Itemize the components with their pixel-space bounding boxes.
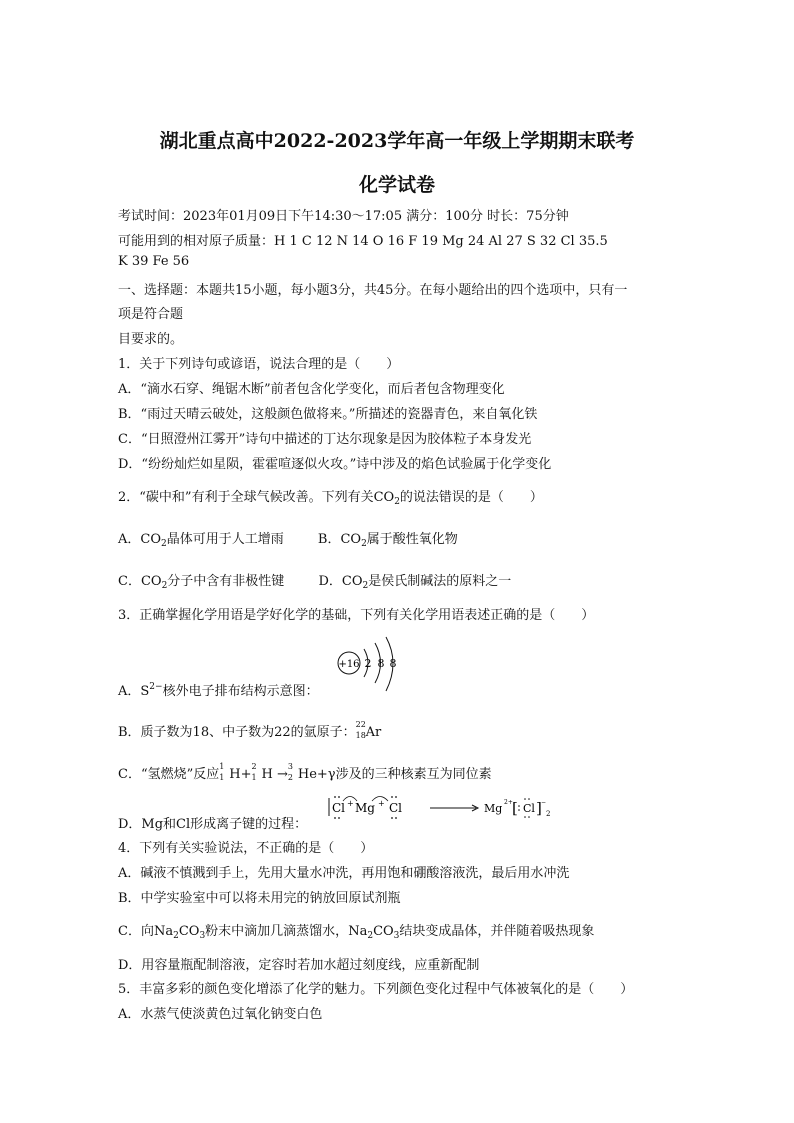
exam-info-atomic-mass-cont: K 39 Fe 56 xyxy=(118,254,190,269)
q3-option-d: D．Mg和Cl形成离子键的过程： xyxy=(118,817,308,832)
section-heading-cont2: 目要求的。 xyxy=(118,332,184,347)
exam-info-atomic-mass: 可能用到的相对原子质量：H 1 C 12 N 14 O 16 F 19 Mg 24 Al 27 S 32 Cl 35.5 xyxy=(118,234,608,249)
plus-sign-2: + xyxy=(378,799,385,808)
nucleus-charge: +16 xyxy=(338,659,360,670)
exam-title: 湖北重点高中2022-2023学年高一年级上学期期末联考 xyxy=(159,130,635,152)
q3-option-a: A．$S^{2-}$核外电子排布结构示意图： xyxy=(118,682,319,699)
plus-sign-1: + xyxy=(347,799,354,808)
argon-nuclide: 22 18 xyxy=(355,720,366,740)
reaction-arrow: → xyxy=(272,767,288,782)
chloride-ion-count: 2 xyxy=(546,810,551,818)
q2-stem: 2．“碳中和”有利于全球气候改善。下列有关$CO_2$的说法错误的是（ ） xyxy=(118,490,543,507)
q5-stem: 5．丰富多彩的颜色变化增添了化学的魅力。下列颜色变化过程中气体被氧化的是（ ） xyxy=(118,982,634,997)
q3-option-c: C．“氢燃烧”反应 1 1 H+ 2 1 H → 3 2 He+γ涉及的三种核素互为同位素 xyxy=(118,762,492,782)
q2-option-a: A．$CO_2$晶体可用于人工增雨 xyxy=(118,532,284,549)
chloride-ion-charge: − xyxy=(541,799,547,806)
q4-option-b: B．中学实验室中可以将未用完的钠放回原试剂瓶 xyxy=(118,891,401,906)
q2-option-c: C．$CO_2$分子中含有非极性键 xyxy=(118,574,285,591)
chlorine-left: Cl xyxy=(332,801,346,815)
q2-option-d: D．$CO_2$是侯氏制碱法的原料之一 xyxy=(318,574,512,591)
q4-option-d: D．用容量瓶配制溶液，定容时若加水超过刻度线，应重新配制 xyxy=(118,958,480,973)
q2-options-ab xyxy=(118,528,458,549)
exam-info-time: 考试时间：2023年01月09日下午14:30～17:05 满分：100分 时长：75分钟 xyxy=(118,209,569,224)
q1-option-c: C．“日照澄州江雾开”诗句中描述的丁达尔现象是因为胶体粒子本身发光 xyxy=(118,432,532,447)
shell-electrons-1: 2 xyxy=(364,657,372,670)
section-heading: 一、选择题：本题共15小题，每小题3分，共45分。在每小题给出的四个选项中，只有一 xyxy=(118,283,628,298)
exam-subtitle: 化学试卷 xyxy=(358,174,435,196)
q2-options-cd xyxy=(118,570,511,591)
magnesium: Mg xyxy=(355,801,375,815)
chlorine-right: Cl xyxy=(389,801,403,815)
q5-option-a: A．水蒸气使淡黄色过氧化钠变白色 xyxy=(118,1007,323,1022)
section-heading-cont: 项是符合题 xyxy=(118,307,184,322)
svg-text:[: [ xyxy=(512,799,518,817)
mgcl2-ionic-bond-diagram xyxy=(326,792,558,822)
q3-option-b: B．质子数为18、中子数为22的氩原子： 22 18 Ar xyxy=(118,720,382,740)
q1-option-a: A．“滴水石穿、绳锯木断”前者包含化学变化，而后者包含物理变化 xyxy=(118,382,505,397)
q1-option-d: D．“纷纷灿烂如星陨，霍霍喧逐似火攻。”诗中涉及的焰色试验属于化学变化 xyxy=(118,457,552,472)
q1-stem: 1．关于下列诗句或谚语，说法合理的是（ ） xyxy=(118,357,400,372)
q4-option-a: A．碱液不慎溅到手上，先用大量水冲洗，再用饱和硼酸溶液洗，最后用水冲洗 xyxy=(118,866,570,881)
q2-option-b: B．$CO_2$属于酸性氧化物 xyxy=(317,532,458,549)
q4-stem: 4．下列有关实验说法，不正确的是（ ） xyxy=(118,841,374,856)
s2-electron-shell-diagram xyxy=(336,636,406,694)
chloride-ion: Cl xyxy=(523,802,535,815)
magnesium-ion: Mg xyxy=(484,802,503,815)
shell-electrons-2: 8 xyxy=(377,657,385,670)
shell-electrons-3: 8 xyxy=(389,657,397,670)
svg-text:]: ] xyxy=(536,799,542,817)
q3-stem: 3．正确掌握化学用语是学好化学的基础，下列有关化学用语表述正确的是（ ） xyxy=(118,608,595,623)
magnesium-ion-charge: 2+ xyxy=(504,799,513,806)
q1-option-b: B．“雨过天晴云破处，这般颜色做将来。”所描述的瓷器青色，来自氧化铁 xyxy=(118,407,538,422)
q4-option-c: C．向$Na_2CO_3$粉末中滴加几滴蒸馏水，$Na_2CO_3$结块变成晶体，并伴随着吸热现象 xyxy=(118,924,595,941)
